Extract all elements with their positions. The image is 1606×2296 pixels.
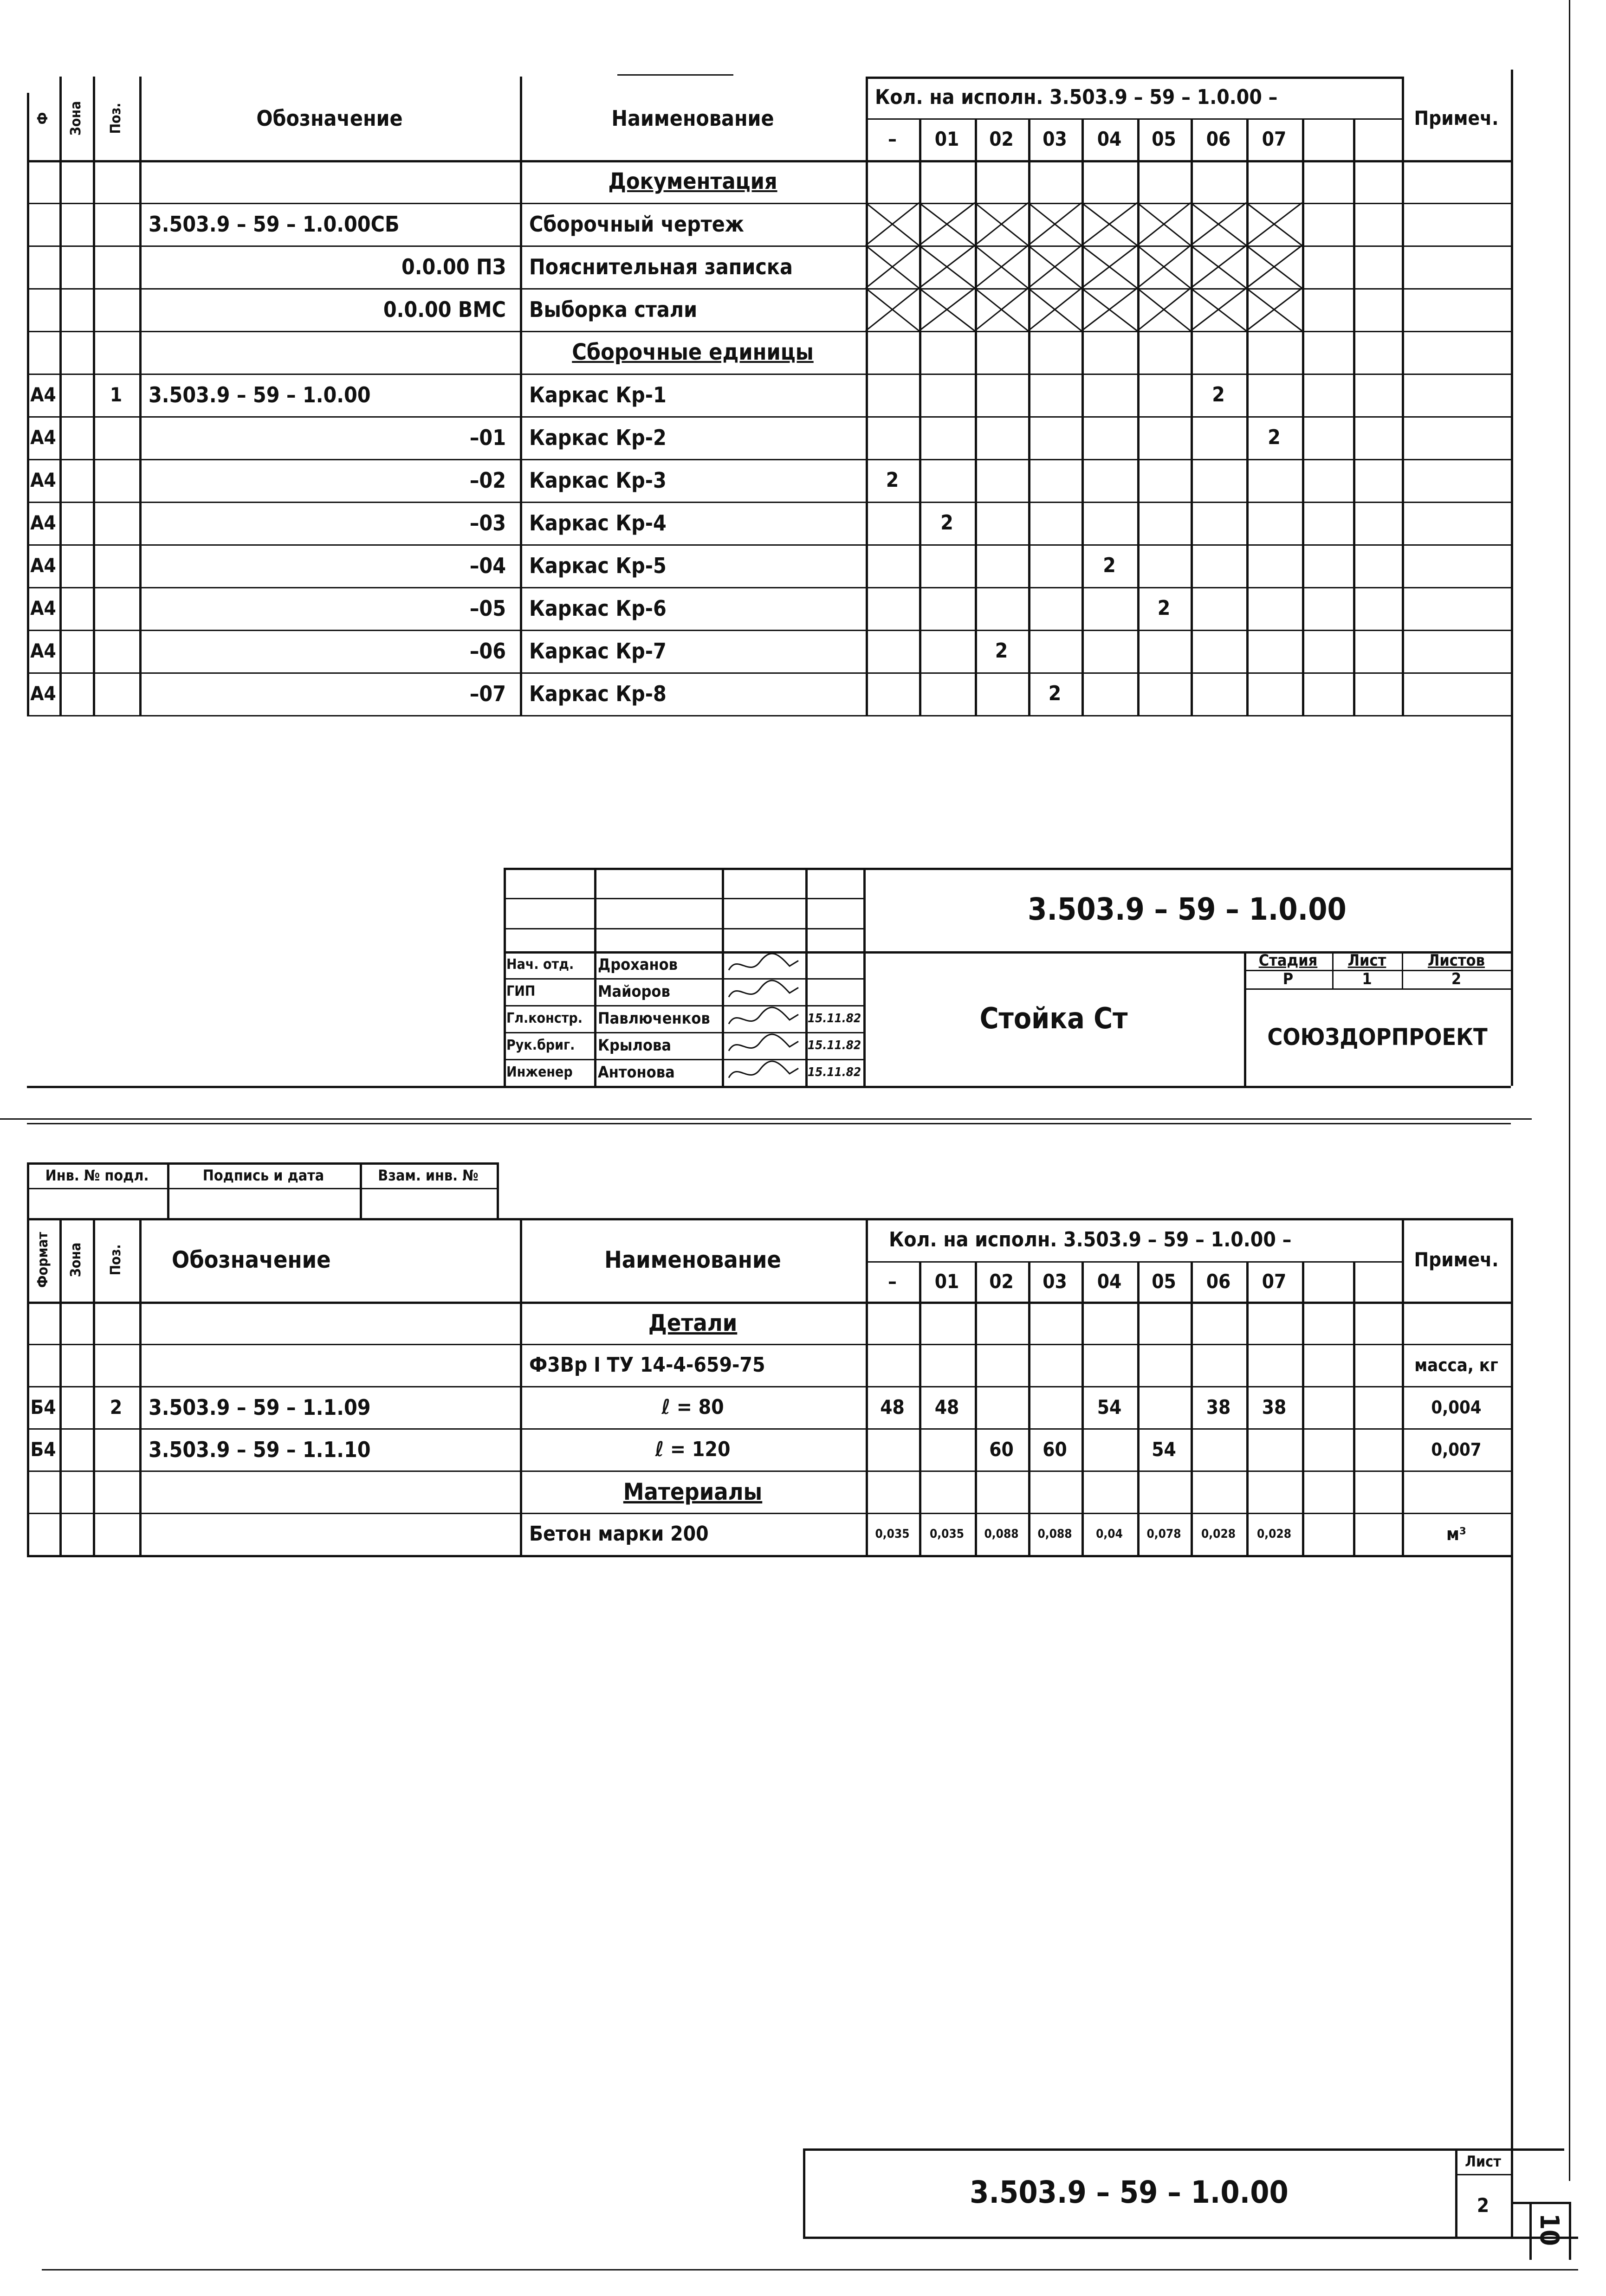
grid-line-h bbox=[27, 630, 1511, 631]
header-variant-7: 07 bbox=[1262, 1270, 1287, 1293]
row-designation: 3.503.9 – 59 – 1.0.00СБ bbox=[149, 212, 400, 237]
crossed-cell bbox=[1028, 288, 1081, 331]
person-name: Антонова bbox=[598, 1063, 675, 1082]
person-date: 15.11.82 bbox=[807, 1038, 861, 1052]
row-name: Каркас Кр-5 bbox=[529, 553, 667, 578]
grid-line-h bbox=[803, 2148, 1564, 2151]
person-name: Павлюченков bbox=[598, 1009, 710, 1028]
row-qty: 2 bbox=[886, 468, 899, 492]
grid-line-v bbox=[504, 868, 506, 1086]
grid-line-h bbox=[504, 1059, 863, 1060]
row-format: Б4 bbox=[30, 1438, 56, 1461]
row-designation: –07 bbox=[469, 681, 506, 706]
sheets-value: 2 bbox=[1451, 970, 1462, 988]
row-designation: 3.503.9 – 59 – 1.1.10 bbox=[149, 1437, 371, 1462]
grid-line-v bbox=[1511, 2148, 1513, 2237]
row-name: Бетон марки 200 bbox=[529, 1522, 709, 1546]
grid-line-h bbox=[27, 459, 1511, 460]
grid-line-v bbox=[59, 77, 62, 715]
grid-line-v bbox=[1511, 70, 1513, 1086]
row-note: 0,007 bbox=[1431, 1439, 1482, 1460]
grid-line-h bbox=[504, 1005, 863, 1006]
grid-line-h bbox=[27, 160, 1511, 162]
row-designation: –05 bbox=[469, 596, 506, 621]
row-qty: 0,088 bbox=[1037, 1527, 1072, 1541]
header-format: Формат bbox=[35, 1232, 51, 1288]
sheet-value: 1 bbox=[1362, 970, 1372, 988]
row-designation: 3.503.9 – 59 – 1.0.00 bbox=[149, 382, 371, 407]
grid-line-h bbox=[27, 544, 1511, 546]
footer-code: 3.503.9 – 59 – 1.0.00 bbox=[970, 2174, 1289, 2210]
header-variant-3: 03 bbox=[1043, 128, 1067, 150]
grid-line-v bbox=[1353, 1261, 1355, 1555]
header-note: Примеч. bbox=[1414, 1248, 1499, 1271]
row-pos: 1 bbox=[110, 383, 123, 406]
crossed-cell bbox=[1246, 288, 1302, 331]
grid-line-v bbox=[975, 1261, 977, 1555]
row-name: Ф3Вр I ТУ 14-4-659-75 bbox=[529, 1353, 765, 1377]
grid-line-v bbox=[497, 1162, 499, 1218]
header-variant-2: 02 bbox=[989, 128, 1014, 150]
sign-date-label: Подпись и дата bbox=[202, 1166, 324, 1184]
row-format: А4 bbox=[30, 682, 56, 705]
header-designation: Обозначение bbox=[256, 106, 403, 131]
crossed-cell bbox=[1191, 245, 1246, 288]
row-qty: 0,028 bbox=[1257, 1527, 1291, 1541]
crossed-cell bbox=[1028, 203, 1081, 245]
person-date: 15.11.82 bbox=[807, 1065, 861, 1079]
header-name: Наименование bbox=[604, 1246, 781, 1273]
header-variant-3: 03 bbox=[1043, 1270, 1067, 1293]
person-name: Крылова bbox=[598, 1036, 671, 1055]
header-variant-4: 04 bbox=[1097, 128, 1122, 150]
header-note: Примеч. bbox=[1414, 107, 1499, 129]
header-variant-1: 01 bbox=[934, 128, 959, 150]
row-qty: 2 bbox=[940, 511, 953, 535]
row-qty: 2 bbox=[1103, 554, 1116, 577]
grid-line-h bbox=[42, 2269, 1578, 2270]
grid-line-h bbox=[504, 928, 863, 929]
row-format: А4 bbox=[30, 511, 56, 534]
row-name: Пояснительная записка bbox=[529, 254, 793, 279]
grid-line-h bbox=[866, 77, 1402, 79]
header-variant-6: 06 bbox=[1206, 128, 1231, 150]
grid-line-h bbox=[803, 2237, 1578, 2239]
signature bbox=[726, 978, 801, 1005]
section-heading: Материалы bbox=[623, 1478, 763, 1505]
person-date: 15.11.82 bbox=[807, 1012, 861, 1025]
footer-sheet-value: 2 bbox=[1476, 2193, 1489, 2217]
row-qty: 2 bbox=[1048, 682, 1062, 705]
sheets-label: Листов bbox=[1427, 951, 1485, 970]
crossed-cell bbox=[866, 245, 919, 288]
grid-line-h bbox=[27, 1218, 1511, 1220]
signature bbox=[726, 1005, 801, 1032]
row-designation: –02 bbox=[469, 468, 506, 493]
row-designation: –03 bbox=[469, 510, 506, 535]
row-qty: 2 bbox=[1212, 383, 1225, 406]
grid-line-h bbox=[866, 1261, 1402, 1263]
row-qty: 38 bbox=[1262, 1395, 1287, 1419]
header-variant-0: – bbox=[888, 1270, 897, 1293]
section-heading: Документация bbox=[608, 168, 777, 194]
grid-line-h bbox=[27, 1086, 1511, 1088]
row-name: Каркас Кр-3 bbox=[529, 468, 667, 493]
grid-line-h bbox=[27, 331, 1511, 332]
crossed-cell bbox=[1028, 245, 1081, 288]
header-name: Наименование bbox=[611, 106, 774, 131]
row-qty: 2 bbox=[1268, 426, 1281, 449]
row-designation: –04 bbox=[469, 553, 506, 578]
stage-value: Р bbox=[1282, 970, 1294, 988]
row-note: масса, кг bbox=[1414, 1354, 1498, 1375]
person-role: ГИП bbox=[506, 983, 536, 1000]
crossed-cell bbox=[1246, 245, 1302, 288]
row-qty: 0,028 bbox=[1201, 1527, 1236, 1541]
crossed-cell bbox=[975, 245, 1028, 288]
header-variant-2: 02 bbox=[989, 1270, 1014, 1293]
replace-inv-label: Взам. инв. № bbox=[378, 1166, 479, 1184]
grid-line-h bbox=[27, 1470, 1511, 1472]
row-qty: 0,035 bbox=[930, 1527, 964, 1541]
row-format: Б4 bbox=[30, 1395, 56, 1419]
header-zone: Зона bbox=[68, 1242, 84, 1277]
row-name: Сборочный чертеж bbox=[529, 212, 744, 237]
row-qty: 0,035 bbox=[875, 1527, 910, 1541]
grid-line-h bbox=[27, 1302, 1511, 1304]
row-name: Каркас Кр-1 bbox=[529, 382, 667, 407]
row-name: Каркас Кр-6 bbox=[529, 596, 667, 621]
grid-line-h bbox=[27, 1123, 1511, 1124]
grid-line-v bbox=[1529, 2202, 1532, 2260]
section-heading: Детали bbox=[648, 1309, 738, 1336]
grid-line-h bbox=[27, 1513, 1511, 1514]
person-role: Рук.бриг. bbox=[506, 1037, 575, 1053]
row-name: Выборка стали bbox=[529, 297, 698, 322]
row-qty: 0,078 bbox=[1146, 1527, 1181, 1541]
row-designation: –06 bbox=[469, 638, 506, 664]
crossed-cell bbox=[919, 288, 975, 331]
crossed-cell bbox=[919, 203, 975, 245]
grid-line-v bbox=[139, 77, 142, 715]
header-variant-7: 07 bbox=[1262, 128, 1287, 150]
header-pos: Поз. bbox=[108, 103, 124, 134]
crossed-cell bbox=[1081, 203, 1137, 245]
header-variant-4: 04 bbox=[1097, 1270, 1122, 1293]
row-format: А4 bbox=[30, 426, 56, 449]
grid-line-v bbox=[1028, 1261, 1030, 1555]
grid-line-h bbox=[27, 587, 1511, 588]
grid-line-v bbox=[866, 77, 868, 715]
grid-line-h bbox=[1244, 988, 1511, 990]
crossed-cell bbox=[1246, 203, 1302, 245]
grid-line-v bbox=[1137, 1261, 1140, 1555]
header-qty-title: Кол. на исполн. 3.503.9 – 59 – 1.0.00 – bbox=[889, 1227, 1292, 1251]
crossed-cell bbox=[1191, 288, 1246, 331]
grid-line-h bbox=[617, 74, 733, 76]
header-variant-5: 05 bbox=[1152, 128, 1176, 150]
crossed-cell bbox=[1137, 203, 1191, 245]
grid-line-h bbox=[504, 978, 863, 980]
grid-line-h bbox=[27, 416, 1511, 418]
header-variant-0: – bbox=[888, 128, 897, 150]
crossed-cell bbox=[975, 203, 1028, 245]
grid-line-v bbox=[1569, 2202, 1571, 2260]
grid-line-h bbox=[504, 868, 1511, 870]
crossed-cell bbox=[919, 245, 975, 288]
grid-line-h bbox=[27, 672, 1511, 674]
header-qty-title: Кол. на исполн. 3.503.9 – 59 – 1.0.00 – bbox=[875, 85, 1278, 109]
grid-line-h bbox=[27, 1162, 497, 1165]
row-qty: 2 bbox=[1157, 596, 1171, 620]
row-pos: 2 bbox=[110, 1395, 123, 1419]
row-format: А4 bbox=[30, 554, 56, 577]
row-name: Каркас Кр-8 bbox=[529, 681, 667, 706]
grid-line-h bbox=[27, 1188, 497, 1189]
person-role: Гл.констр. bbox=[506, 1010, 583, 1026]
crossed-cell bbox=[1137, 245, 1191, 288]
crossed-cell bbox=[975, 288, 1028, 331]
row-qty: 38 bbox=[1206, 1395, 1231, 1419]
grid-line-h bbox=[27, 1428, 1511, 1430]
row-format: А4 bbox=[30, 639, 56, 662]
person-role: Нач. отд. bbox=[506, 956, 574, 973]
inv-number-label: Инв. № подл. bbox=[45, 1166, 149, 1184]
row-qty: 0,04 bbox=[1096, 1527, 1123, 1541]
row-qty: 0,088 bbox=[984, 1527, 1019, 1541]
row-name: Каркас Кр-7 bbox=[529, 638, 667, 664]
row-designation: –01 bbox=[469, 425, 506, 450]
grid-line-h bbox=[866, 118, 1402, 120]
crossed-cell bbox=[1081, 245, 1137, 288]
grid-line-h bbox=[27, 715, 1511, 716]
row-qty: 54 bbox=[1097, 1395, 1122, 1419]
grid-line-v bbox=[1402, 77, 1404, 715]
row-format: А4 bbox=[30, 597, 56, 619]
row-note: 0,004 bbox=[1431, 1397, 1482, 1418]
crossed-cell bbox=[1137, 288, 1191, 331]
header-zone: Зона bbox=[68, 101, 84, 136]
person-name: Майоров bbox=[598, 982, 670, 1001]
title-code: 3.503.9 – 59 – 1.0.00 bbox=[1028, 891, 1347, 927]
row-designation: 3.503.9 – 59 – 1.1.09 bbox=[149, 1394, 371, 1420]
title-product: Стойка Ст bbox=[979, 1001, 1128, 1035]
grid-line-v bbox=[1511, 1218, 1513, 2202]
row-qty: 60 bbox=[1043, 1438, 1067, 1461]
sheet-label: Лист bbox=[1347, 951, 1386, 970]
crossed-cell bbox=[1191, 203, 1246, 245]
header-format: Ф bbox=[35, 112, 51, 125]
grid-line-h bbox=[504, 1032, 863, 1033]
section-heading: Сборочные единицы bbox=[572, 339, 814, 365]
grid-line-h bbox=[1455, 2174, 1511, 2175]
grid-line-h bbox=[27, 1386, 1511, 1387]
grid-line-v bbox=[1302, 1261, 1304, 1555]
grid-line-v bbox=[722, 868, 724, 1086]
grid-line-h bbox=[504, 898, 863, 899]
header-designation: Обозначение bbox=[172, 1246, 331, 1273]
row-name: Каркас Кр-2 bbox=[529, 425, 667, 450]
row-name: ℓ = 120 bbox=[655, 1437, 731, 1461]
row-format: А4 bbox=[30, 469, 56, 491]
header-variant-1: 01 bbox=[934, 1270, 959, 1293]
stage-label: Стадия bbox=[1258, 951, 1318, 970]
person-name: Дроханов bbox=[598, 955, 678, 974]
row-qty: 48 bbox=[934, 1395, 959, 1419]
grid-line-h bbox=[0, 1118, 1532, 1120]
signature bbox=[726, 951, 801, 978]
row-qty: 54 bbox=[1152, 1438, 1176, 1461]
crossed-cell bbox=[1081, 288, 1137, 331]
grid-line-h bbox=[27, 1344, 1511, 1345]
row-name: ℓ = 80 bbox=[661, 1395, 724, 1419]
row-designation: 0.0.00 ВМС bbox=[383, 297, 506, 322]
org-name: СОЮЗДОРПРОЕКТ bbox=[1267, 1024, 1488, 1051]
header-pos: Поз. bbox=[108, 1244, 124, 1276]
signature bbox=[726, 1032, 801, 1059]
crossed-cell bbox=[866, 288, 919, 331]
footer-sheet-label: Лист bbox=[1465, 2152, 1501, 2170]
row-name: Каркас Кр-4 bbox=[529, 510, 667, 535]
row-format: А4 bbox=[30, 383, 56, 406]
grid-line-v bbox=[594, 868, 596, 1086]
grid-line-h bbox=[27, 502, 1511, 503]
signature bbox=[726, 1059, 801, 1086]
grid-line-h bbox=[27, 374, 1511, 375]
row-qty: 60 bbox=[989, 1438, 1014, 1461]
row-qty: 48 bbox=[880, 1395, 905, 1419]
row-qty: 2 bbox=[995, 639, 1008, 663]
page-number: 10 bbox=[1534, 2213, 1564, 2246]
grid-line-v bbox=[1569, 0, 1570, 2181]
person-role: Инженер bbox=[506, 1064, 573, 1080]
header-variant-6: 06 bbox=[1206, 1270, 1231, 1293]
row-designation: 0.0.00 ПЗ bbox=[401, 254, 506, 279]
crossed-cell bbox=[866, 203, 919, 245]
grid-line-v bbox=[805, 868, 808, 1086]
row-note: м³ bbox=[1446, 1523, 1466, 1544]
grid-line-h bbox=[27, 1555, 1511, 1557]
header-variant-5: 05 bbox=[1152, 1270, 1176, 1293]
